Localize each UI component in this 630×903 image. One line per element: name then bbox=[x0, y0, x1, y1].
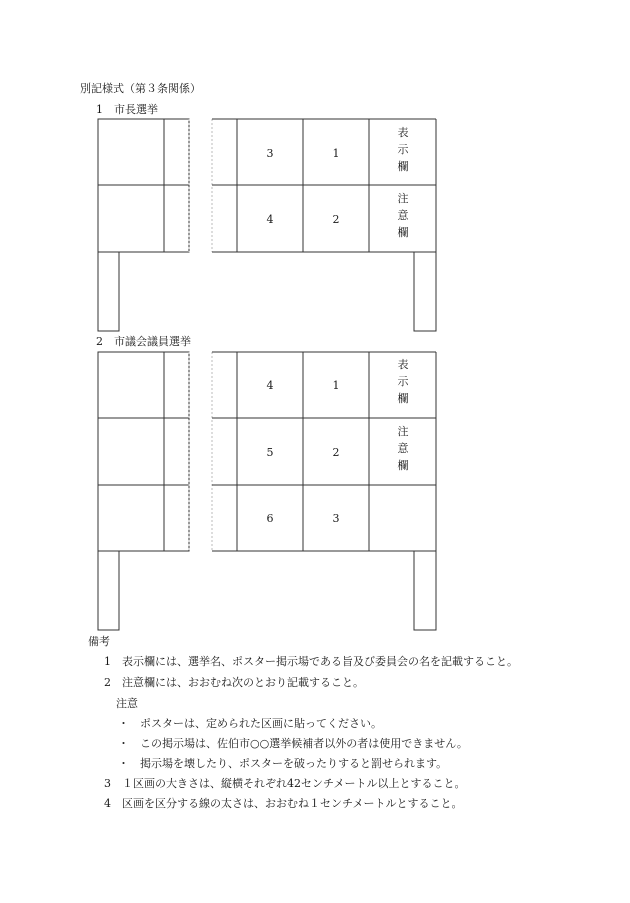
council-election-board bbox=[0, 350, 630, 635]
caution-label-char: 欄 bbox=[397, 226, 409, 239]
cell-number: 6 bbox=[266, 512, 274, 525]
display-label-char: 表 bbox=[397, 358, 409, 371]
display-label-char: 表 bbox=[397, 126, 409, 139]
left-leg bbox=[98, 252, 119, 331]
caution-label-char: 意 bbox=[397, 209, 409, 222]
cell-number: 4 bbox=[266, 213, 274, 226]
note-item: 1 表示欄には、選挙名、ポスター掲示場である旨及び委員会の名を記載すること。 bbox=[104, 655, 518, 668]
caution-bullet: ・ 掲示場を壊したり、ポスターを破ったりすると罰せられます。 bbox=[118, 757, 448, 770]
form-title: 別記様式（第３条関係） bbox=[80, 82, 201, 95]
caution-bullet: ・ この掲示場は、佐伯市○○選挙候補者以外の者は使用できません。 bbox=[118, 737, 468, 750]
section1-title: 1 市長選挙 bbox=[96, 103, 158, 116]
notes-heading: 備考 bbox=[88, 635, 110, 648]
right-leg bbox=[414, 551, 436, 630]
note-item: 4 区画を区分する線の太さは、おおむね１センチメートルとすること。 bbox=[104, 797, 463, 810]
display-label-char: 示 bbox=[397, 143, 409, 156]
cell-number: 1 bbox=[332, 379, 340, 392]
display-label-char: 示 bbox=[397, 375, 409, 388]
cell-number: 3 bbox=[266, 147, 274, 160]
note-item: 2 注意欄には、おおむね次のとおり記載すること。 bbox=[104, 676, 364, 689]
note-item: 3 １区画の大きさは、縦横それぞれ42センチメートル以上とすること。 bbox=[104, 777, 466, 790]
left-leg bbox=[98, 551, 119, 630]
cell-number: 2 bbox=[332, 213, 340, 226]
caution-label-char: 注 bbox=[397, 425, 409, 438]
left-block bbox=[98, 352, 189, 551]
cell-number: 3 bbox=[332, 512, 340, 525]
cell-number: 4 bbox=[266, 379, 274, 392]
display-label-char: 欄 bbox=[397, 160, 409, 173]
caution-bullet: ・ ポスターは、定められた区画に貼ってください。 bbox=[118, 717, 382, 730]
caution-label-char: 欄 bbox=[397, 459, 409, 472]
cell-number: 5 bbox=[266, 446, 274, 459]
mayor-election-board bbox=[0, 118, 630, 338]
right-leg bbox=[414, 252, 436, 331]
caution-heading: 注意 bbox=[116, 697, 138, 710]
caution-label-char: 意 bbox=[397, 442, 409, 455]
caution-label-char: 注 bbox=[397, 192, 409, 205]
cell-number: 2 bbox=[332, 446, 340, 459]
display-label-char: 欄 bbox=[397, 392, 409, 405]
section2-title: 2 市議会議員選挙 bbox=[96, 335, 191, 348]
cell-number: 1 bbox=[332, 147, 340, 160]
